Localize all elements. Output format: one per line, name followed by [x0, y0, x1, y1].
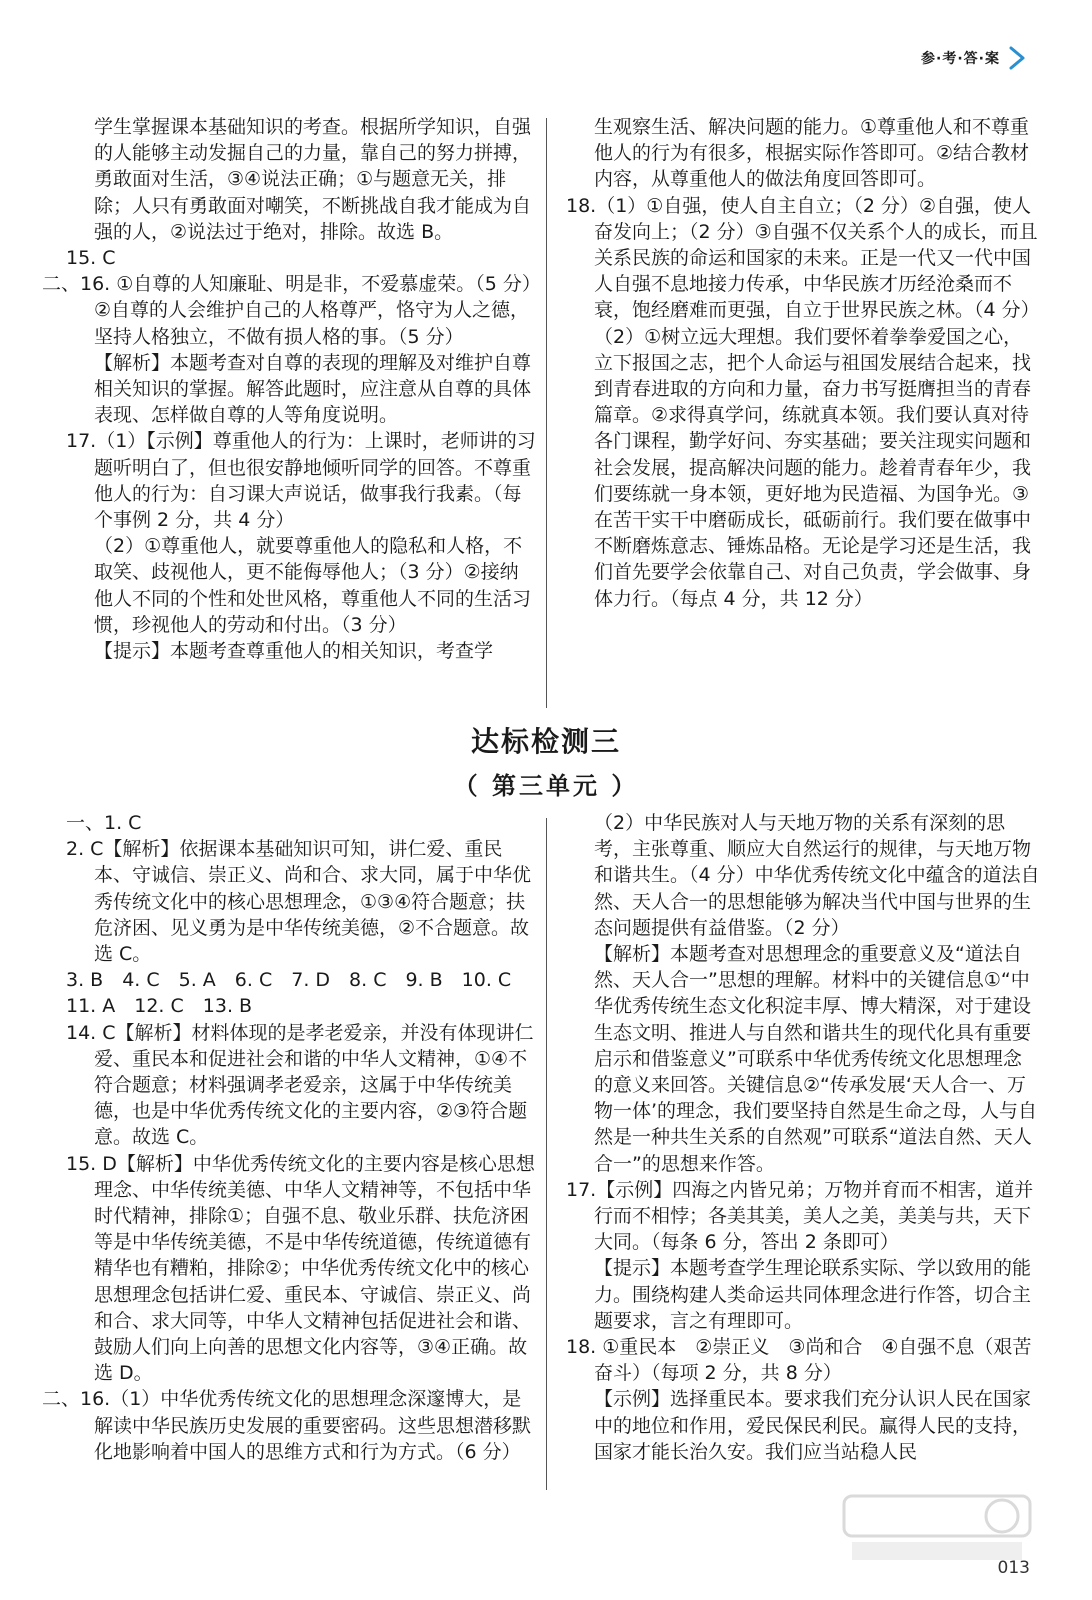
- q16-explanation-unit3: 【解析】本题考查对思想理念的重要意义及“道法自然、天人合一”思想的理解。材料中的关键信息①“中华优秀传统生态文化积淀丰厚、博大精深，对于建设生态文明、推进人与自然和谐共生的现代化具有重要启示和借鉴意义”可联系中华优秀传统文化思想理念的意义来回答。关键信息②“传承发展‘天人合一、万物一体’的理念，我们要坚持自然是生命之母，人与自然是一种共生关系的自然观”可联系“道法自然、天人合一”的思想来作答。: [594, 943, 1038, 1175]
- q3-q10-answers: 3. B 4. C 5. A 6. C 7. D 8. C 9. B 10. C: [66, 969, 512, 992]
- q16-explanation: 【解析】本题考查对自尊的表现的理解及对维护自尊相关知识的掌握。解答此题时，应注意从自尊的具体表现、怎样做自尊的人等角度说明。: [94, 351, 532, 427]
- q16-part1-answer: 二、16.（1）中华优秀传统文化的思想理念深邃博大，是解读中华民族历史发展的重要密码。这些思想潜移默化地影响着中国人的思维方式和行为方式。（6 分）: [42, 1388, 532, 1463]
- q14-answer: 14. C【解析】材料体现的是孝老爱亲，并没有体现讲仁爱、重民本和促进社会和谐的中华人文精神，①④不符合题意；材料强调孝老爱亲，这属于中华传统美德，也是中华优秀传统文化的主要内容，②③符合题意。故选 C。: [66, 1021, 534, 1149]
- chevron-right-icon: [1006, 46, 1028, 70]
- header-label: 参·考·答·案: [921, 51, 1000, 67]
- watermark-logo: [842, 1494, 1032, 1564]
- answer-column-top-right: [566, 114, 1040, 612]
- q17-part1-answer: 17.（1）【示例】尊重他人的行为：上课时，老师讲的习题听明白了，但也很安静地倾听同学的回答。不尊重他人的行为：自习课大声说话，做事我行我素。（每个事例 2 分，共 4 分）: [66, 430, 536, 532]
- column-divider: [546, 818, 547, 1490]
- answer-column-top-left: [42, 114, 536, 664]
- q16-answer: 二、16. ①自尊的人知廉耻、明是非，不爱慕虚荣。（5 分）②自尊的人会维护自己的人格尊严，恪守为人之德，坚持人格独立，不做有损人格的事。（5 分）: [42, 273, 532, 348]
- running-header: [921, 46, 1028, 70]
- section-subtitle: （ 第三单元 ）: [453, 772, 639, 800]
- q15-answer: 15. C: [66, 247, 116, 270]
- answer-column-bottom-left: [42, 810, 538, 1465]
- q17-answer-unit3: 17.【示例】四海之内皆兄弟；万物并育而不相害，道并行而不相悖；各美其美，美人之美，美美与共，天下大同。（每条 6 分，答出 2 条即可）: [566, 1178, 1034, 1254]
- q18-answer: 18.（1）①自强，使人自主自立；（2 分）②自强，使人奋发向上；（2 分）③自强不仅关系个人的成长，而且关系民族的命运和国家的未来。正是一代又一代中国人自强不息地接力传承，中华民族才历经沧桑而不衰，饱经磨难而更强，自立于世界民族之林。（4 分）（2）①树立远大理想。我们要怀着拳拳爱国之心，立下报国之志，把个人命运与祖国发展结合起来，找到青春进取的方向和力量，奋力书写挺膺担当的青春篇章。②求得真学问，练就真本领。我们要认真对待各门课程，勤学好问、夯实基础；要关注现实问题和社会发展，提高解决问题的能力。趁着青春年少，我们要练就一身本领，更好地为民造福、为国争光。③在苦干实干中磨砺成长，砥砺前行。我们要在做事中不断磨炼意志、锤炼品格。无论是学习还是生活，我们首先要学会依靠自己、对自己负责，学会做事、身体力行。（每点 4 分，共 12 分）: [566, 194, 1040, 610]
- q17-tip-unit3: 【提示】本题考查学生理论联系实际、学以致用的能力。围绕构建人类命运共同体理念进行作答，切合主题要求，言之有理即可。: [594, 1257, 1032, 1332]
- q17-part2-answer: （2）①尊重他人，就要尊重他人的隐私和人格，不取笑、歧视他人，更不能侮辱他人；（3 分）②接纳他人不同的个性和处世风格，尊重他人不同的生活习惯，珍视他人的劳动和付出。（3 分）: [94, 535, 532, 636]
- answer-column-bottom-right: [566, 810, 1040, 1465]
- page-number: 013: [997, 1558, 1030, 1578]
- q18-answer-unit3: 18. ①重民本 ②崇正义 ③尚和合 ④自强不息（艰苦奋斗）（每项 2 分，共 8 分）: [566, 1336, 1032, 1385]
- q11-q13-answers: 11. A 12. C 13. B: [66, 995, 253, 1018]
- q17-tip-continued: 生观察生活、解决问题的能力。①尊重他人和不尊重他人的行为有很多，根据实际作答即可。②结合教材内容，从尊重他人的做法角度回答即可。: [594, 116, 1030, 191]
- column-divider: [546, 118, 547, 708]
- q17-tip: 【提示】本题考查尊重他人的相关知识，考查学: [94, 640, 494, 663]
- q16-part2-answer: （2）中华民族对人与天地万物的关系有深刻的思考，主张尊重、顺应大自然运行的规律，与天地万物和谐共生。（4 分）中华优秀传统文化中蕴含的道法自然、天人合一的思想能够为解决当代中国与世界的生态问题提供有益借鉴。（2 分）: [594, 812, 1040, 939]
- part1-q1-answer: 一、1. C: [66, 812, 142, 834]
- q2-answer: 2. C【解析】依据课本基础知识可知，讲仁爱、重民本、守诚信、崇正义、尚和合、求大同，属于中华优秀传统文化中的核心思想理念，①③④符合题意；扶危济困、见义勇为是中华传统美德，②不合题意。故选 C。: [66, 838, 532, 966]
- section-title: 达标检测三: [470, 725, 621, 758]
- q18-example: 【示例】选择重民本。要求我们充分认识人民在国家中的地位和作用，爱民保民利民。赢得人民的支持，国家才能长治久安。我们应当站稳人民: [594, 1388, 1032, 1463]
- q14-explanation-continued: 学生掌握课本基础知识的考查。根据所学知识，自强的人能够主动发掘自己的力量，靠自己的努力拼搏，勇敢面对生活，③④说法正确；①与题意无关，排除；人只有勇敢面对嘲笑，不断挑战自我才能成为自强的人，②说法过于绝对，排除。故选 B。: [94, 116, 532, 243]
- q15-answer-unit3: 15. D【解析】中华优秀传统文化的主要内容是核心思想理念、中华传统美德、中华人文精神等，不包括中华时代精神，排除①；自强不息、敬业乐群、扶危济困等是中华传统美德，不是中华传统道德，传统道德有精华也有糟粕，排除②；中华优秀传统文化中的核心思想理念包括讲仁爱、重民本、守诚信、崇正义、尚和合、求大同等，中华人文精神包括促进社会和谐、鼓励人们向上向善的思想文化内容等，③④正确。故选 D。: [66, 1152, 535, 1385]
